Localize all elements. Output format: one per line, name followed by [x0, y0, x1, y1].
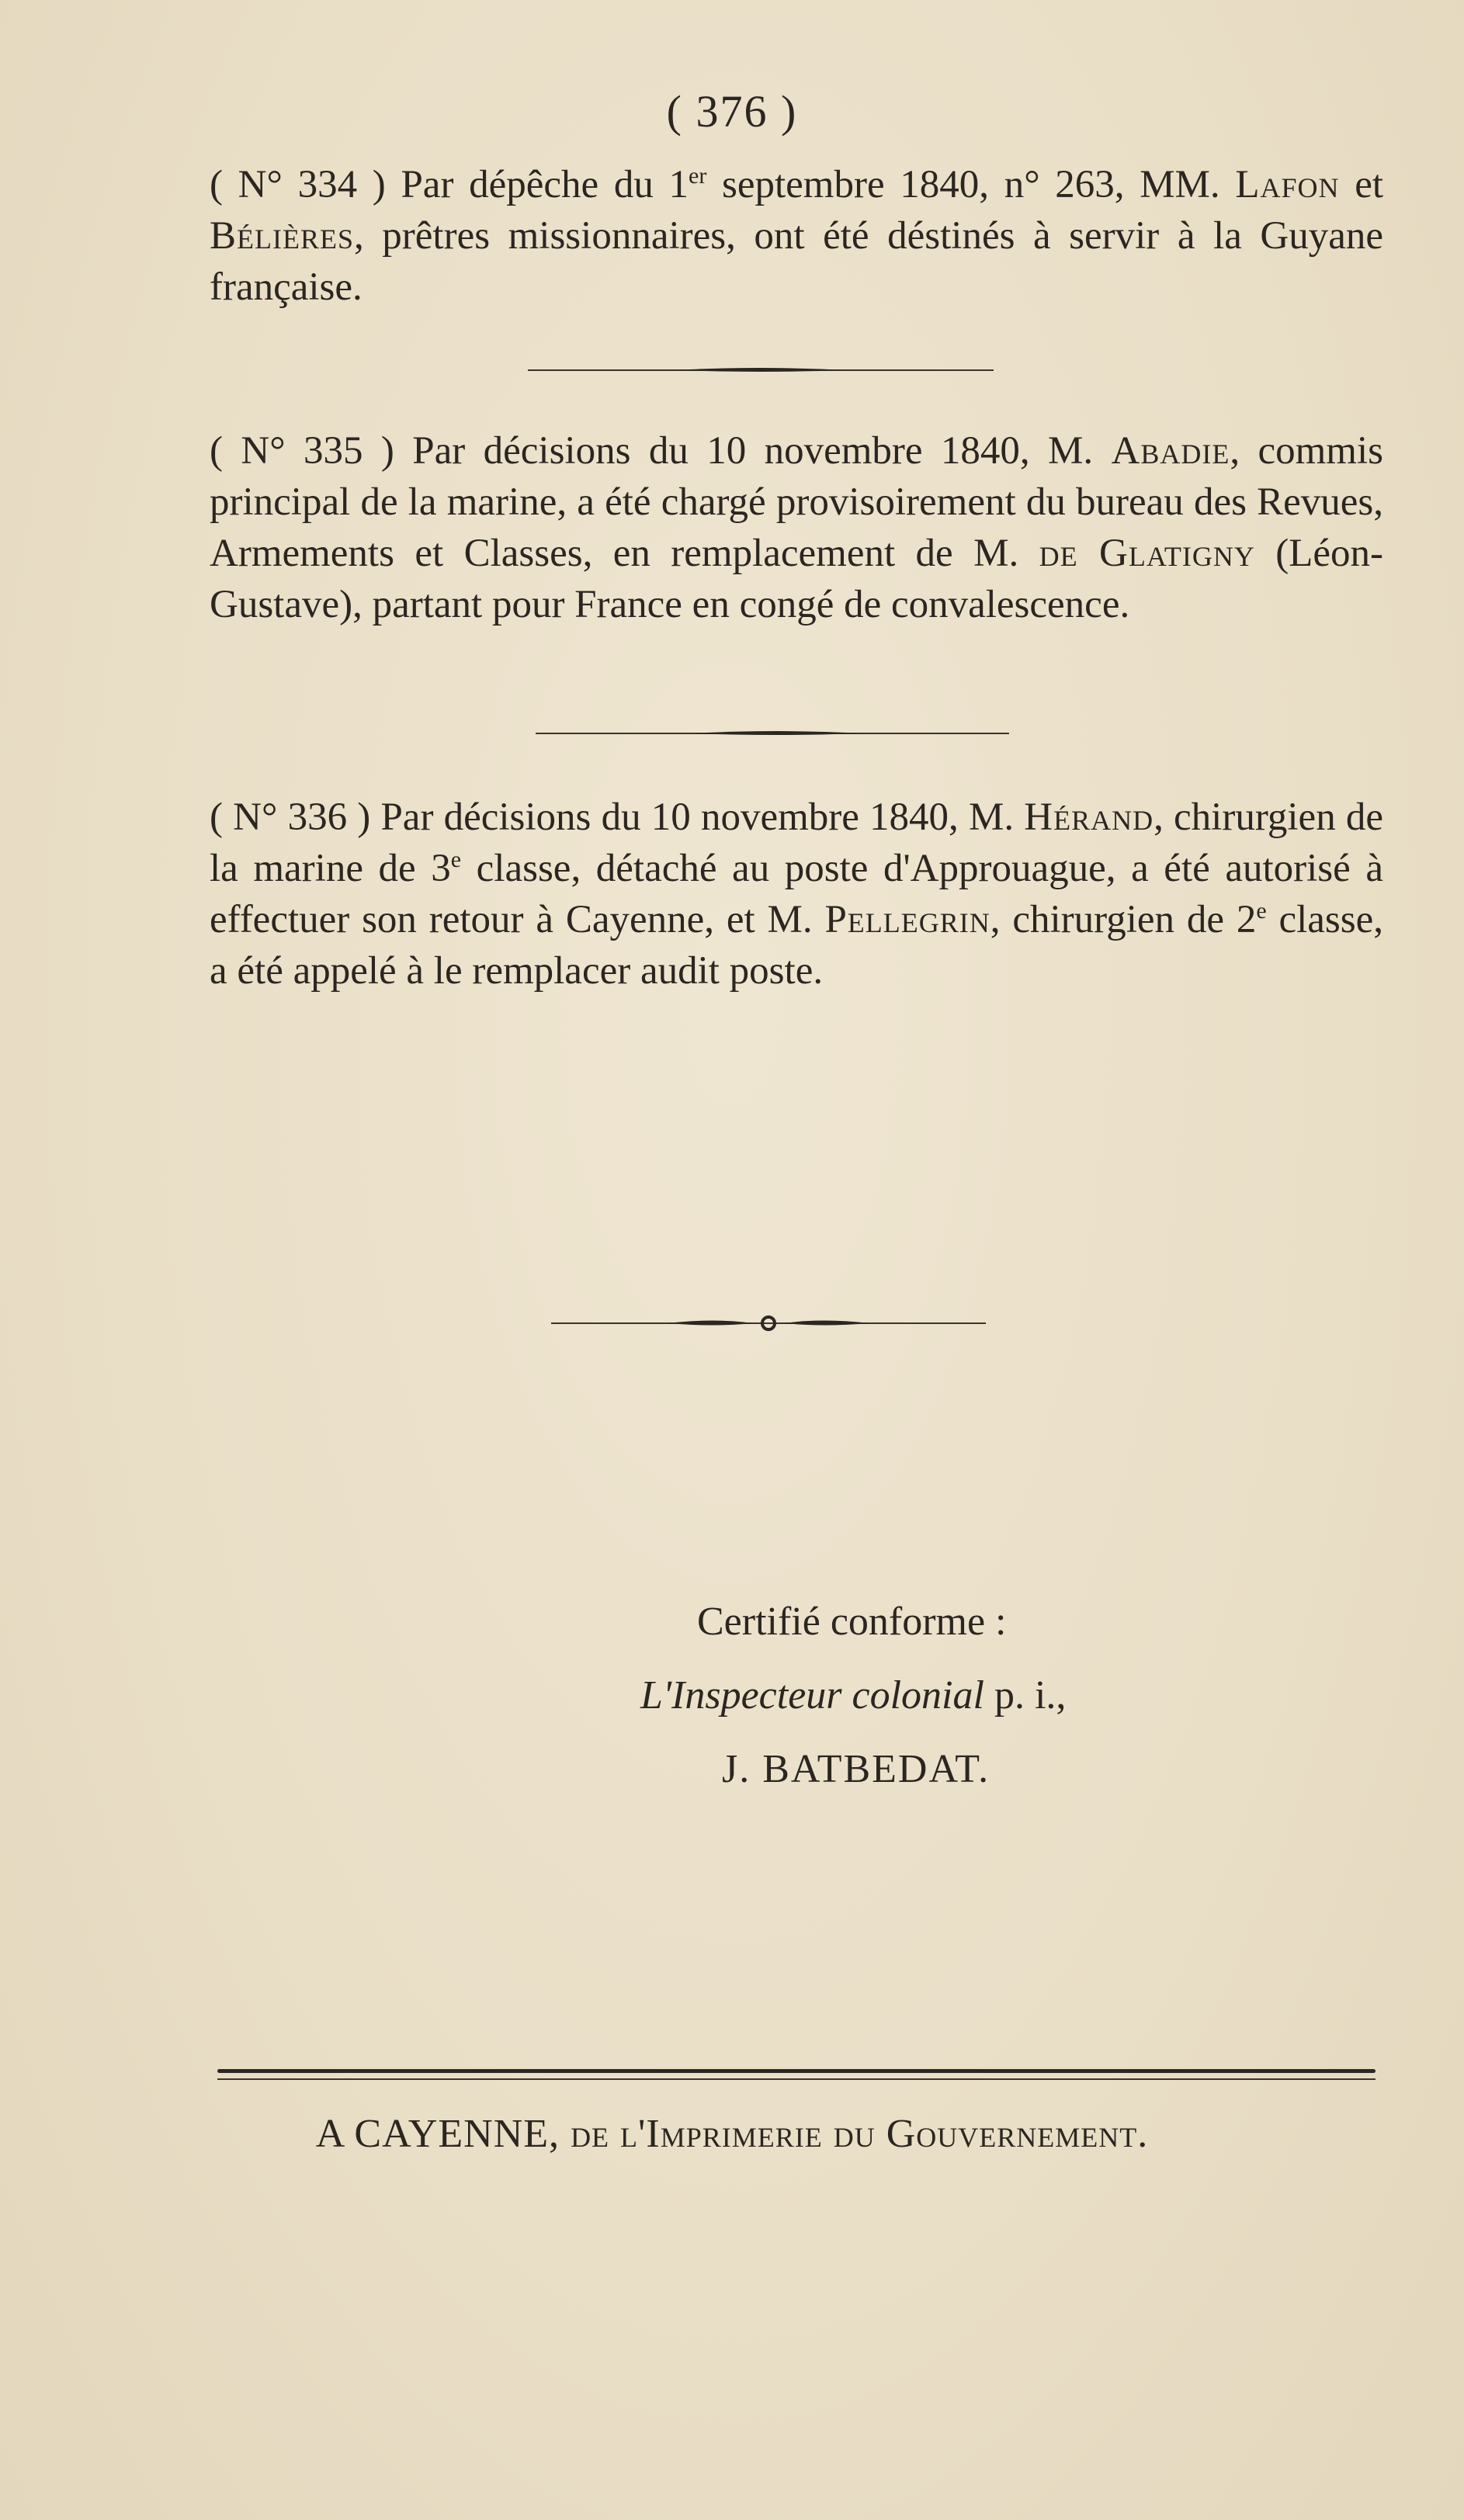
entry-335-text: ( N° 335 ) Par décisions du 10 novembre 1840, M. Abadie, commis principal de la marine, a été chargé provisoirement du bureau des Revues, Armements et Classes, en remplacement de M. de Glatigny (Léon-Gustave), partant pour France en congé de convalescence.	[210, 429, 1383, 626]
separator-rule	[528, 365, 994, 376]
entry-ref: ( N° 336 )	[210, 796, 371, 839]
certification-line: Certifié conforme :	[697, 1600, 1007, 1644]
entry-334	[210, 159, 1383, 314]
entry-336-text: ( N° 336 ) Par décisions du 10 novembre 1840, M. Hérand, chirurgien de la marine de 3e classe, détaché au poste d'Approuague, a été autorisé à effectuer son retour à Cayenne, et M. Pellegrin, chirurgien de 2e classe, a été appelé à le remplacer audit poste.	[210, 796, 1384, 993]
person-name: de Glatigny	[1039, 532, 1255, 575]
certification-block	[0, 1599, 1464, 1801]
entry-ref: ( N° 334 )	[210, 163, 386, 206]
entry-334-text: ( N° 334 ) Par dépêche du 1er septembre 1840, n° 263, MM. Lafon et Bélières, prêtres missionnaires, ont été déstinés à servir à la Guyane française.	[210, 163, 1384, 309]
signatory-name: J. BATBEDAT.	[722, 1747, 990, 1791]
signatory-title: L'Inspecteur colonial p. i.,	[640, 1673, 1067, 1718]
page-number: ( 376 )	[666, 86, 798, 137]
entry-335	[210, 425, 1383, 689]
entry-ref: ( N° 335 )	[210, 429, 394, 473]
person-name: Hérand	[1024, 796, 1154, 839]
person-name: Pellegrin	[824, 898, 990, 941]
printer-imprint: A CAYENNE, de l'Imprimerie du Gouvernement.	[315, 2112, 1149, 2156]
entry-336	[210, 792, 1383, 1055]
imprint-rule	[217, 2069, 1376, 2073]
person-name: Bélières	[210, 214, 354, 258]
imprint-rule-thin	[217, 2078, 1376, 2080]
separator-rule	[536, 728, 1009, 739]
person-name: Lafon	[1235, 163, 1340, 206]
ornament-divider	[551, 1312, 986, 1335]
person-name: Abadie	[1111, 429, 1230, 473]
